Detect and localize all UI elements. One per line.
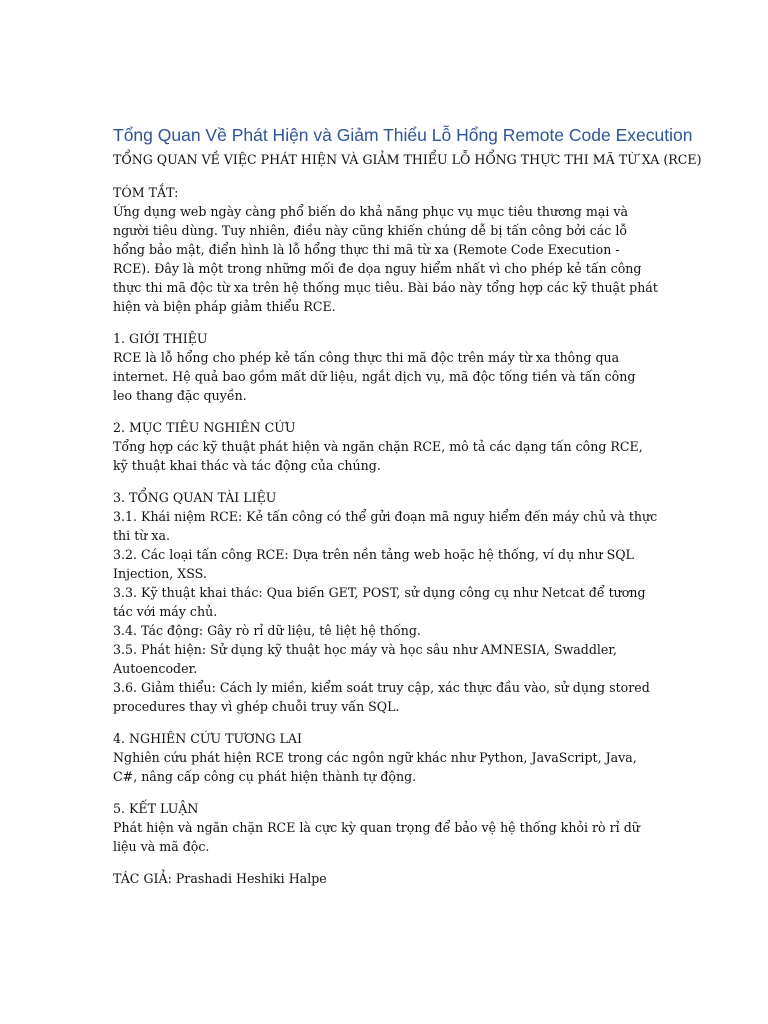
objectives-section	[113, 418, 658, 475]
document-title: Tổng Quan Về Phát Hiện và Giảm Thiểu Lỗ Hổng Remote Code Execution	[113, 125, 693, 145]
conclusion-text: Phát hiện và ngăn chặn RCE là cực kỳ quan trọng để bảo vệ hệ thống khỏi rò rỉ dữ liệu và mã độc.	[113, 820, 640, 854]
literature-item-rce-concept: 3.1. Khái niệm RCE: Kẻ tấn công có thể gửi đoạn mã nguy hiểm đến máy chủ và thực thi từ xa.	[113, 509, 658, 543]
objectives-heading: 2. MỤC TIÊU NGHIÊN CỨU	[113, 420, 296, 435]
abstract-text: Ứng dụng web ngày càng phổ biến do khả năng phục vụ mục tiêu thương mại và người tiêu dùng. Tuy nhiên, điều này cũng khiến chúng dễ bị tấn công bởi các lỗ hổng bảo mật, điển hình là lỗ hổng thực thi mã từ xa (Remote Code Execution - RCE). Đây là một trong những mối đe dọa nguy hiểm nhất vì cho phép kẻ tấn công thực thi mã độc từ xa trên hệ thống mục tiêu. Bài báo này tổng hợp các kỹ thuật phát hiện và biện pháp giảm thiểu RCE.	[113, 204, 658, 314]
conclusion-heading: 5. KẾT LUẬN	[113, 801, 199, 816]
literature-heading: 3. TỔNG QUAN TÀI LIỆU	[113, 490, 277, 505]
future-text: Nghiên cứu phát hiện RCE trong các ngôn ngữ khác như Python, JavaScript, Java, C#, nâng cấp công cụ phát hiện thành tự động.	[113, 750, 637, 784]
literature-item-exploitation: 3.3. Kỹ thuật khai thác: Qua biến GET, POST, sử dụng công cụ như Netcat để tương tác với máy chủ.	[113, 585, 646, 619]
introduction-heading: 1. GIỚI THIỆU	[113, 331, 208, 346]
future-section	[113, 729, 658, 786]
literature-section	[113, 488, 658, 716]
literature-item-attack-types: 3.2. Các loại tấn công RCE: Dựa trên nền tảng web hoặc hệ thống, ví dụ như SQL Injection, XSS.	[113, 547, 634, 581]
literature-item-detection: 3.5. Phát hiện: Sử dụng kỹ thuật học máy và học sâu như AMNESIA, Swaddler, Autoencoder.	[113, 642, 618, 676]
document-page	[113, 124, 702, 888]
author-line: TÁC GIẢ: Prashadi Heshiki Halpe	[113, 871, 327, 886]
abstract-section	[113, 183, 658, 316]
introduction-text: RCE là lỗ hổng cho phép kẻ tấn công thực thi mã độc trên máy từ xa thông qua internet. Hệ quả bao gồm mất dữ liệu, ngắt dịch vụ, mã độc tống tiền và tấn công leo thang đặc quyền.	[113, 350, 636, 403]
abstract-heading: TÓM TẮT:	[113, 185, 179, 200]
conclusion-section	[113, 799, 658, 856]
introduction-section	[113, 329, 658, 405]
document-subtitle: TỔNG QUAN VỀ VIỆC PHÁT HIỆN VÀ GIẢM THIỂU LỖ HỔNG THỰC THI MÃ TỪ XA (RCE)	[113, 152, 702, 167]
literature-item-mitigation: 3.6. Giảm thiểu: Cách ly miền, kiểm soát truy cập, xác thực đầu vào, sử dụng stored procedures thay vì ghép chuỗi truy vấn SQL.	[113, 680, 650, 714]
literature-item-impact: 3.4. Tác động: Gây rò rỉ dữ liệu, tê liệt hệ thống.	[113, 623, 421, 638]
future-heading: 4. NGHIÊN CỨU TƯƠNG LAI	[113, 731, 302, 746]
objectives-text: Tổng hợp các kỹ thuật phát hiện và ngăn chặn RCE, mô tả các dạng tấn công RCE, kỹ thuật khai thác và tác động của chúng.	[113, 439, 643, 473]
